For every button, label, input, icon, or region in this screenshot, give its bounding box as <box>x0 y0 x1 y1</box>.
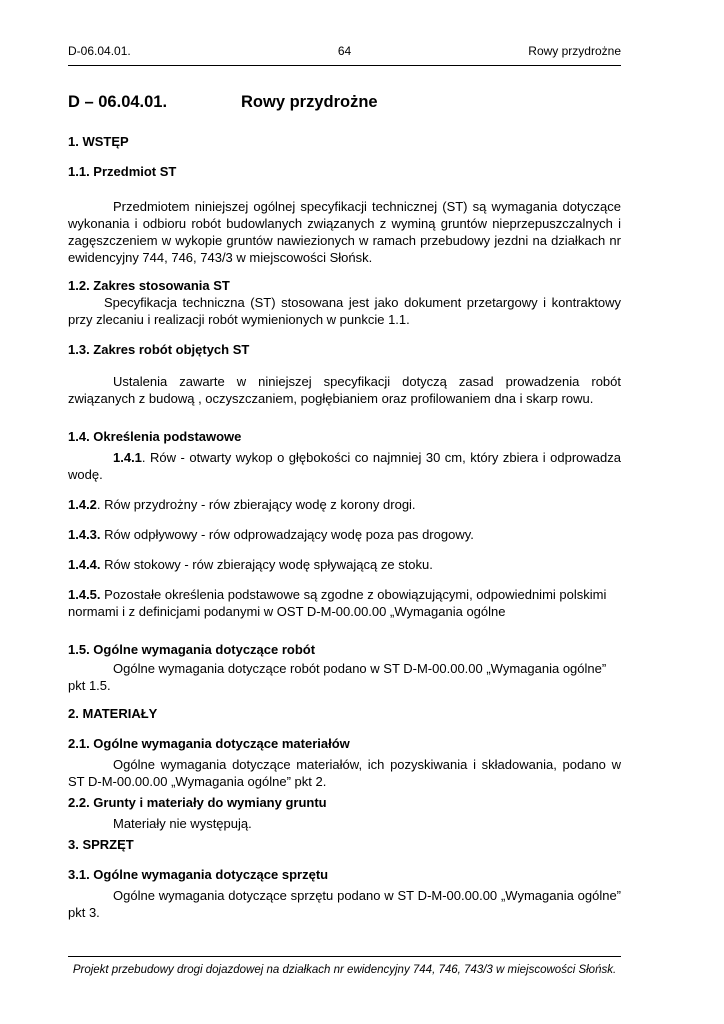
section-2-1-text: Ogólne wymagania dotyczące materiałów, ich pozyskiwania i składowania, podano w ST D-M-00.00.00 „Wymagania ogólne” pkt 2. <box>68 757 621 789</box>
section-1-1-heading: 1.1. Przedmiot ST <box>68 164 177 179</box>
definition-1-4-3-text: Rów odpływowy - rów odprowadzający wodę poza pas drogowy. <box>100 527 474 542</box>
document-body <box>68 88 621 921</box>
definition-1-4-1-text: . Rów - otwarty wykop o głębokości co najmniej 30 cm, który zbiera i odprowadza wodę. <box>68 450 621 482</box>
section-2-2-text: Materiały nie występują. <box>113 816 252 831</box>
definition-1-4-3 <box>68 526 621 543</box>
header-page-number: 64 <box>337 44 352 58</box>
section-1-1-text: Przedmiotem niniejszej ogólnej specyfikacji technicznej (ST) są wymagania dotyczące wykonania i odbioru robót budowlanych związanych z wyminą gruntów nieprzepuszczalnych i zagęszczeniem w wykopie gruntów nawiezionych w ramach przebudowy jezdni na działkach nr ewidencyjny 744, 746, 743/3 w miejscowości Słońsk. <box>68 199 621 265</box>
section-1-2-heading: 1.2. Zakres stosowania ST <box>68 278 230 293</box>
section-1-2-text: Specyfikacja techniczna (ST) stosowana jest jako dokument przetargowy i kontraktowy przy zlecaniu i realizacji robót wymienionych w punkcie 1.1. <box>68 295 621 327</box>
definition-1-4-4 <box>68 556 621 573</box>
section-1-4-heading: 1.4. Określenia podstawowe <box>68 429 242 444</box>
section-1-5-text: Ogólne wymagania dotyczące robót podano w ST D-M-00.00.00 „Wymagania ogólne” pkt 1.5. <box>68 661 607 693</box>
footer-divider <box>68 956 621 957</box>
definition-1-4-2-text: . Rów przydrożny - rów zbierający wodę z korony drogi. <box>96 497 416 512</box>
definition-1-4-2-number: 1.4.2 <box>68 497 97 512</box>
document-title <box>68 88 621 118</box>
definition-1-4-3-number: 1.4.3. <box>68 527 101 542</box>
section-1-3-text: Ustalenia zawarte w niniejszej specyfikacji dotyczą zasad prowadzenia robót związanych z budową , oczyszczaniem, pogłębianiem oraz profilowaniem dna i skarp rowu. <box>68 374 621 406</box>
section-2-1-heading: 2.1. Ogólne wymagania dotyczące materiałów <box>68 736 350 751</box>
definition-1-4-4-text: Rów stokowy - rów zbierający wodę spływającą ze stoku. <box>100 557 433 572</box>
document-title-name: Rowy przydrożne <box>241 93 378 111</box>
page-footer: Projekt przebudowy drogi dojazdowej na działkach nr ewidencyjny 744, 746, 743/3 w miejscowości Słońsk. <box>72 964 617 976</box>
header-spec-title: Rowy przydrożne <box>528 44 621 58</box>
section-1-5-heading: 1.5. Ogólne wymagania dotyczące robót <box>68 642 316 657</box>
definition-1-4-2 <box>68 496 621 513</box>
definition-1-4-4-number: 1.4.4. <box>68 557 101 572</box>
section-3-1-text: Ogólne wymagania dotyczące sprzętu podano w ST D-M-00.00.00 „Wymagania ogólne” pkt 3. <box>68 888 621 920</box>
header-divider <box>68 65 621 66</box>
document-title-code: D – 06.04.01. <box>68 93 168 111</box>
definition-1-4-5-number: 1.4.5. <box>68 587 101 602</box>
definition-1-4-5 <box>68 586 621 620</box>
page-header <box>68 44 621 64</box>
section-1-heading: 1. WSTĘP <box>68 134 129 149</box>
section-1-3-heading: 1.3. Zakres robót objętych ST <box>68 342 250 357</box>
header-spec-code: D-06.04.01. <box>68 44 131 58</box>
section-2-heading: 2. MATERIAŁY <box>68 706 158 721</box>
definition-1-4-1-number: 1.4.1 <box>113 450 142 465</box>
section-3-1-heading: 3.1. Ogólne wymagania dotyczące sprzętu <box>68 867 329 882</box>
section-3-heading: 3. SPRZĘT <box>68 837 134 852</box>
section-2-2-heading: 2.2. Grunty i materiały do wymiany gruntu <box>68 795 327 810</box>
document-page <box>68 0 621 1024</box>
definition-1-4-1 <box>68 449 621 483</box>
definition-1-4-5-text: Pozostałe określenia podstawowe są zgodne z obowiązującymi, odpowiednimi polskimi normami i z definicjami podanymi w OST D-M-00.00.00 „Wymagania ogólne <box>68 587 607 619</box>
